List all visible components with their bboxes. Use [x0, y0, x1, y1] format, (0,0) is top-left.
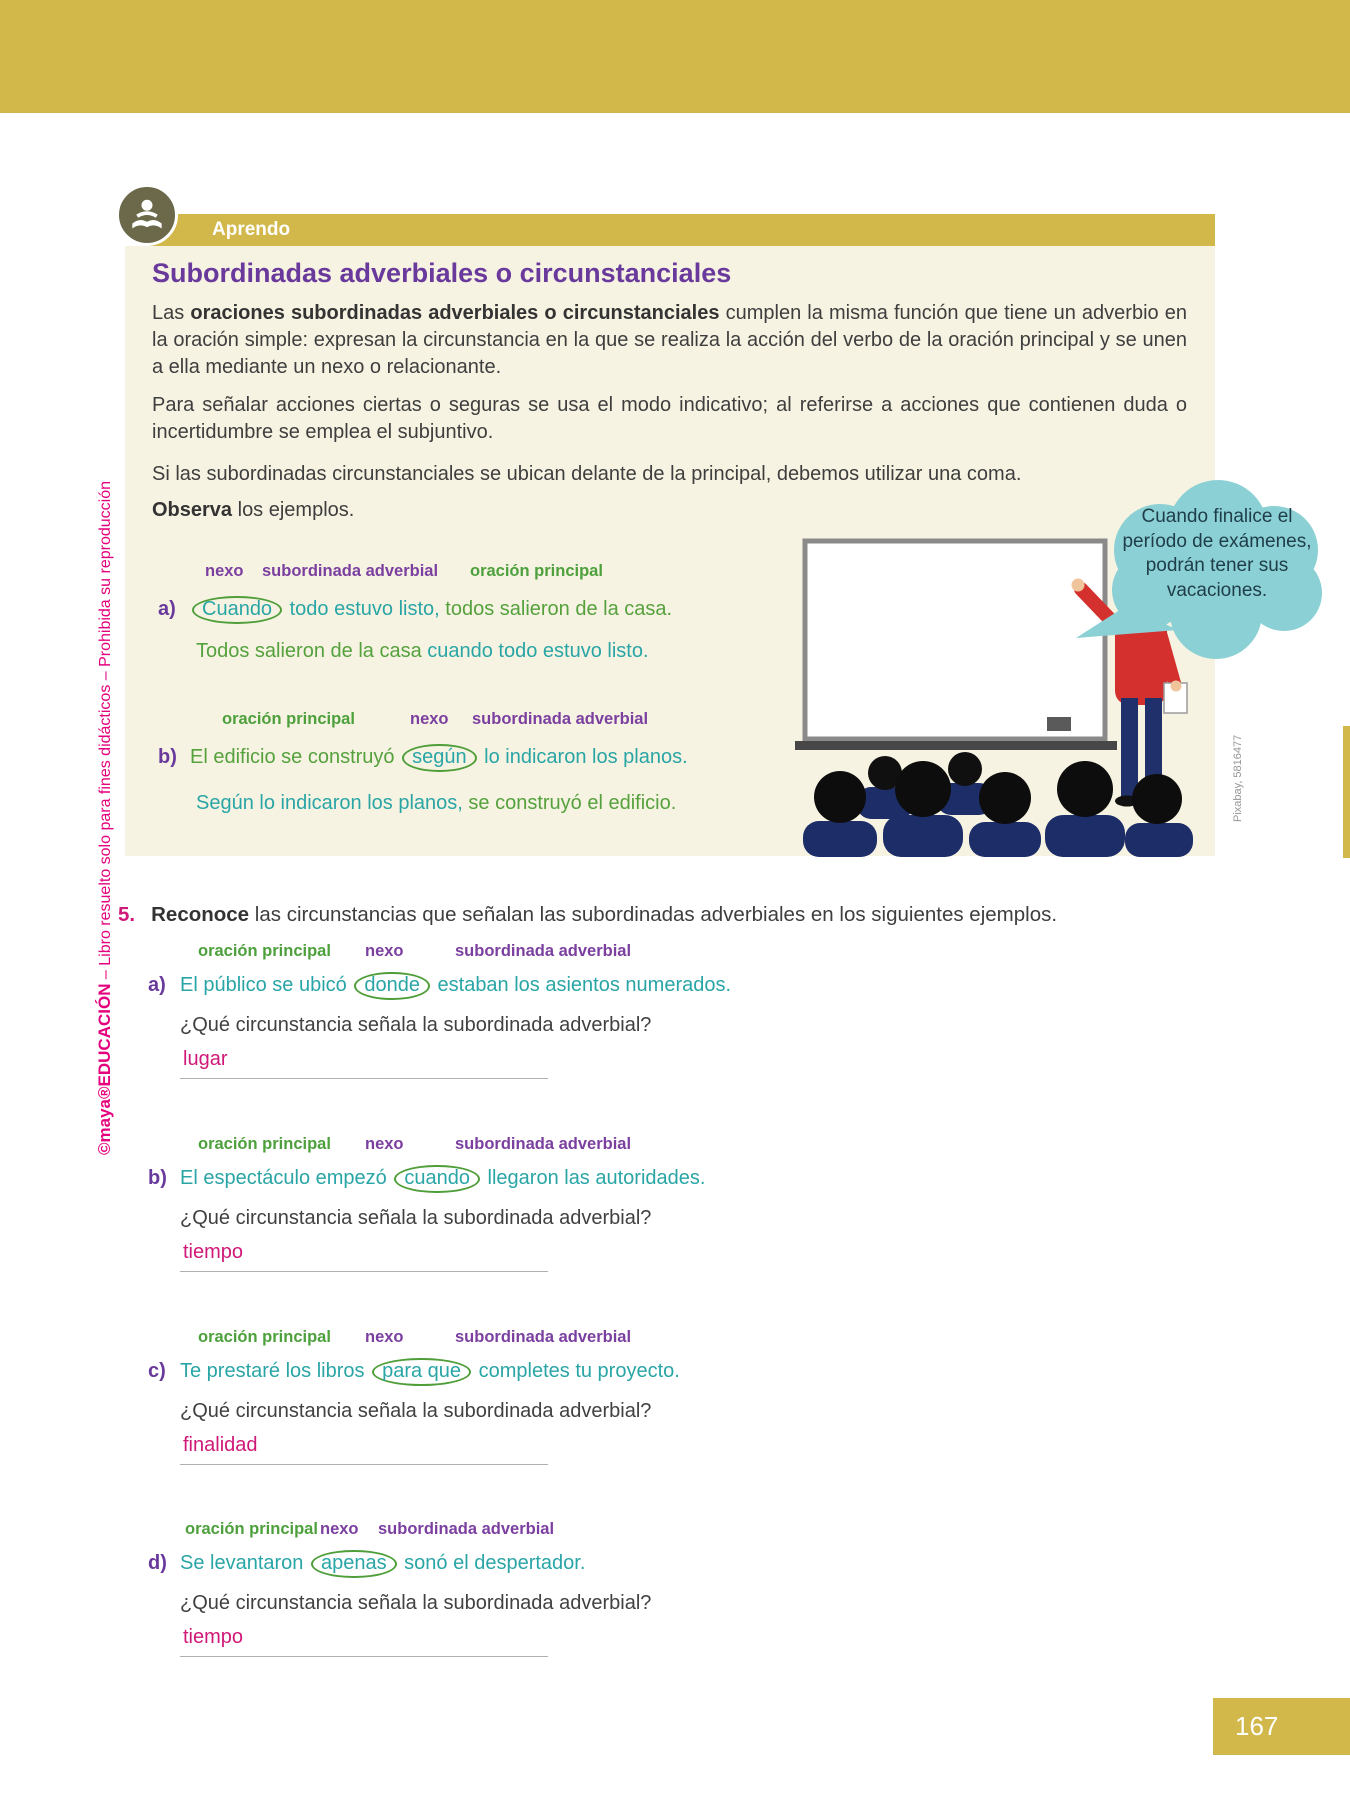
label-oracion-principal: oración principal [185, 1520, 318, 1538]
page-number-box [1213, 1698, 1350, 1755]
label-subordinada-adverbial: subordinada adverbial [472, 710, 649, 728]
label-nexo: nexo [365, 1135, 404, 1153]
label-subordinada-adverbial: subordinada adverbial [455, 1135, 632, 1153]
label-oracion-principal: oración principal [222, 710, 355, 728]
answer-line [180, 1656, 548, 1657]
answer-line [180, 1271, 548, 1272]
copyright-text: – Libro resuelto solo para fines didácticos – Prohibida su reproducción [97, 481, 114, 984]
main-clause: se construyó el edificio. [462, 792, 677, 814]
page-number: 167 [1235, 1711, 1279, 1741]
intro-rest: las circunstancias que señalan las subordinadas adverbiales en los siguientes ejemplos. [249, 903, 1058, 926]
sentence-pre: El público se ubicó [180, 974, 353, 996]
main-clause: El edificio se construyó [190, 746, 401, 768]
example-b-line2 [196, 792, 676, 815]
sentence-pre: El espectáculo empezó [180, 1167, 393, 1189]
item-letter: b) [158, 746, 177, 768]
exercise-item-b [0, 1135, 1350, 1305]
sentence-post: completes tu proyecto. [473, 1360, 680, 1382]
subordinate-clause: Según lo indicaron los planos, [196, 792, 463, 814]
label-nexo: nexo [410, 710, 449, 728]
sentence [148, 1358, 680, 1386]
label-subordinada-adverbial: subordinada adverbial [262, 562, 439, 580]
brand-text: ©maya®EDUCACIÓN [95, 983, 114, 1155]
answer-text: tiempo [183, 1626, 244, 1648]
exercise-item-d [0, 1520, 1350, 1690]
item-letter: d) [148, 1552, 167, 1574]
observa-line [152, 497, 1187, 524]
image-credit: Pixabay, 5816477 [1232, 734, 1244, 822]
subordinate-clause: todo estuvo listo, [284, 598, 440, 620]
nexo-circled: donde [354, 972, 430, 1000]
label-oracion-principal: oración principal [198, 942, 331, 960]
sentence-post: estaban los asientos numerados. [431, 974, 732, 996]
answer-text: finalidad [183, 1434, 258, 1456]
label-nexo: nexo [365, 1328, 404, 1346]
p1-bold: oraciones subordinadas adverbiales o circunstanciales [190, 302, 720, 324]
exercise-item-c [0, 1328, 1350, 1498]
label-subordinada-adverbial: subordinada adverbial [455, 942, 632, 960]
sentence-pre: Se levantaron [180, 1552, 309, 1574]
nexo-circled: cuando [394, 1165, 480, 1193]
copyright-sidebar [95, 481, 115, 1155]
item-letter: a) [158, 598, 176, 620]
label-subordinada-adverbial: subordinada adverbial [455, 1328, 632, 1346]
lesson-title: Subordinadas adverbiales o circunstanciales [152, 258, 732, 288]
p1-pre: Las [152, 302, 191, 324]
observa-rest: los ejemplos. [232, 499, 355, 521]
label-oracion-principal: oración principal [198, 1328, 331, 1346]
answer-line [180, 1464, 548, 1465]
right-gold-sliver [1343, 726, 1350, 858]
label-oracion-principal: oración principal [198, 1135, 331, 1153]
speech-bubble-text: Cuando finalice el período de exámenes, podrán tener sus vacaciones. [1122, 506, 1312, 602]
answer-line [180, 1078, 548, 1079]
p1-post: cumplen la misma función que tiene un adverbio en la oración simple: expresan la circunstancia en la que se realiza la acción del verbo de la oración principal y se unen a ella mediante un nexo o relacionante. [152, 302, 1188, 379]
example-a-line2 [196, 640, 649, 663]
nexo-circled: según [402, 744, 477, 772]
exercise-item-a [0, 942, 1350, 1112]
question-text: ¿Qué circunstancia señala la subordinada adverbial? [180, 1592, 652, 1614]
paragraph-2: Para señalar acciones ciertas o seguras se usa el modo indicativo; al referirse a acciones que contienen duda o incertidumbre se emplea el subjuntivo. [152, 394, 1187, 444]
item-letter: c) [148, 1360, 166, 1382]
paragraph-1 [152, 300, 1187, 382]
aprendo-label: Aprendo [212, 219, 291, 240]
sentence-post: sonó el despertador. [398, 1552, 586, 1574]
label-nexo: nexo [205, 562, 244, 580]
label-nexo: nexo [320, 1520, 359, 1538]
main-clause: Todos salieron de la casa [196, 640, 422, 662]
question-text: ¿Qué circunstancia señala la subordinada adverbial? [180, 1400, 652, 1422]
person-reading-icon [116, 184, 178, 246]
example-b-line1 [158, 744, 688, 772]
question-text: ¿Qué circunstancia señala la subordinada adverbial? [180, 1207, 652, 1229]
item-letter: a) [148, 974, 166, 996]
top-gold-band [0, 0, 1350, 113]
nexo-circled: Cuando [192, 596, 282, 624]
label-nexo: nexo [365, 942, 404, 960]
paragraph-3: Si las subordinadas circunstanciales se ubican delante de la principal, debemos utilizar una coma. [152, 463, 1022, 485]
aprendo-header-bar [150, 214, 1215, 246]
answer-text: lugar [183, 1048, 228, 1070]
question-text: ¿Qué circunstancia señala la subordinada adverbial? [180, 1014, 652, 1036]
observa-bold: Observa [152, 499, 233, 521]
main-clause: todos salieron de la casa. [439, 598, 673, 620]
sentence [148, 1550, 585, 1578]
sentence [148, 972, 731, 1000]
intro-bold: Reconoce [151, 903, 250, 926]
nexo-circled: apenas [311, 1550, 397, 1578]
sentence-post: llegaron las autoridades. [481, 1167, 706, 1189]
person-reading-glyph [125, 193, 169, 237]
subordinate-clause: lo indicaron los planos. [478, 746, 688, 768]
example-a-line1 [158, 596, 672, 624]
exercise-number: 5. [118, 903, 136, 926]
item-letter: b) [148, 1167, 167, 1189]
sentence-pre: Te prestaré los libros [180, 1360, 371, 1382]
subordinate-clause: cuando todo estuvo listo. [421, 640, 649, 662]
label-subordinada-adverbial: subordinada adverbial [378, 1520, 555, 1538]
exercise-intro [118, 903, 1218, 927]
answer-text: tiempo [183, 1241, 244, 1263]
sentence [148, 1165, 705, 1193]
label-oracion-principal: oración principal [470, 562, 603, 580]
nexo-circled: para que [372, 1358, 471, 1386]
